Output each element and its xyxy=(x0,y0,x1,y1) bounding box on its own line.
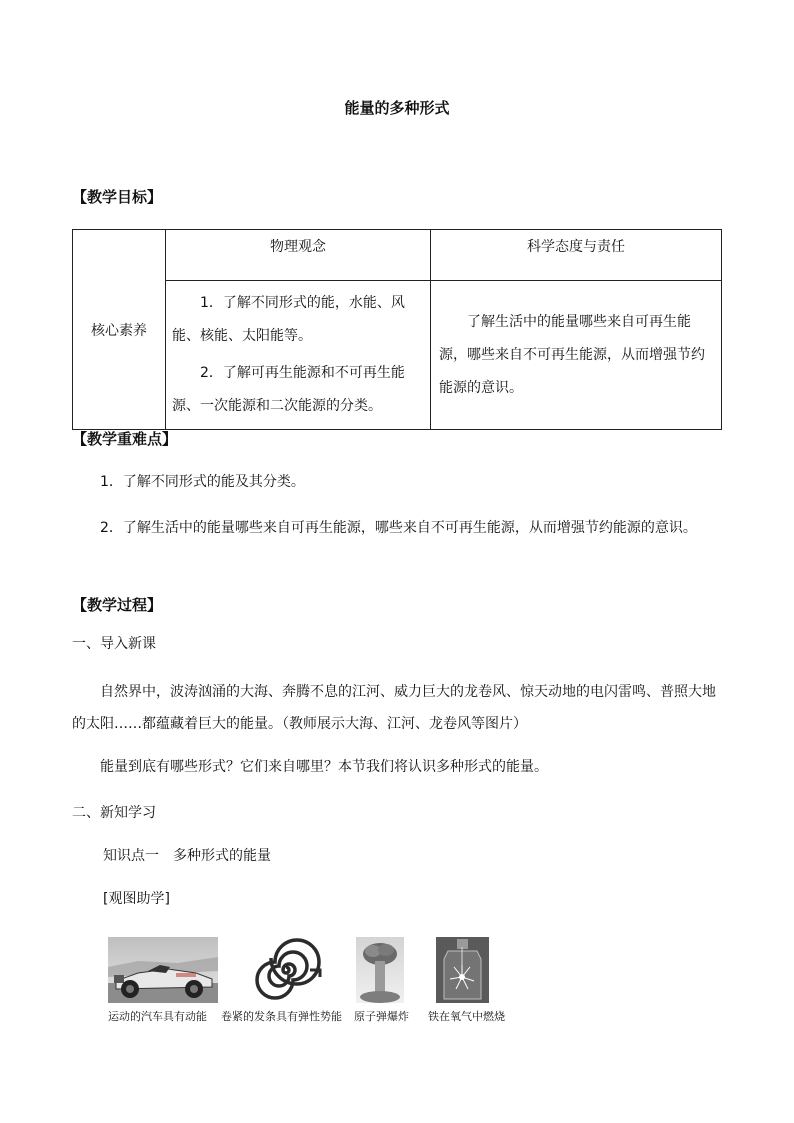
spiral-spring-photo-icon xyxy=(250,937,322,1003)
scientific-attitude-cell xyxy=(431,281,722,430)
part1-heading: 一、导入新课 xyxy=(72,636,156,652)
figure-caption-3: 原子弹爆炸 xyxy=(354,1010,409,1023)
physics-concept-item-2: 2．了解可再生能源和不可再生能源、一次能源和二次能源的分类。 xyxy=(172,365,405,414)
knowledge-point-title: 知识点一 多种形式的能量 xyxy=(103,848,271,864)
figure-caption-1: 运动的汽车具有动能 xyxy=(108,1010,207,1023)
row-header-core-literacy: 核心素养 xyxy=(73,230,166,430)
part1-paragraph-1: 自然界中，波涛汹涌的大海、奔腾不息的江河、威力巨大的龙卷风、惊天动地的电闪雷鸣、普照大地的太阳……都蕴藏着巨大的能量。（教师展示大海、江河、龙卷风等图片） xyxy=(72,684,716,732)
figure-caption-4: 铁在氧气中燃烧 xyxy=(428,1010,505,1023)
observe-label: [观图助学] xyxy=(103,891,170,907)
col-header-scientific-attitude: 科学态度与责任 xyxy=(431,230,722,281)
iron-burning-jar-photo-icon xyxy=(436,937,489,1003)
race-car-photo-icon xyxy=(108,937,218,1003)
part1-paragraph-2: 能量到底有哪些形式？它们来自哪里？本节我们将认识多种形式的能量。 xyxy=(100,759,548,775)
scientific-attitude-text: 了解生活中的能量哪些来自可再生能源，哪些来自不可再生能源，从而增强节约能源的意识。 xyxy=(439,313,705,396)
key-point-2: 2．了解生活中的能量哪些来自可再生能源，哪些来自不可再生能源，从而增强节约能源的意识。 xyxy=(100,520,697,536)
physics-concept-item-1: 1．了解不同形式的能，水能、风能、核能、太阳能等。 xyxy=(172,295,405,344)
part2-heading: 二、新知学习 xyxy=(72,805,156,821)
section-process-heading: 【教学过程】 xyxy=(72,596,163,614)
section-objectives-heading: 【教学目标】 xyxy=(72,188,163,206)
key-point-1: 1．了解不同形式的能及其分类。 xyxy=(100,474,305,490)
objectives-table xyxy=(72,229,722,430)
figure-caption-2: 卷紧的发条具有弹性势能 xyxy=(221,1010,342,1023)
col-header-physics-concept: 物理观念 xyxy=(166,230,431,281)
physics-concept-cell xyxy=(166,281,431,430)
section-key-points-heading: 【教学重难点】 xyxy=(72,430,178,448)
page-title: 能量的多种形式 xyxy=(344,99,450,117)
mushroom-cloud-photo-icon xyxy=(356,937,404,1003)
